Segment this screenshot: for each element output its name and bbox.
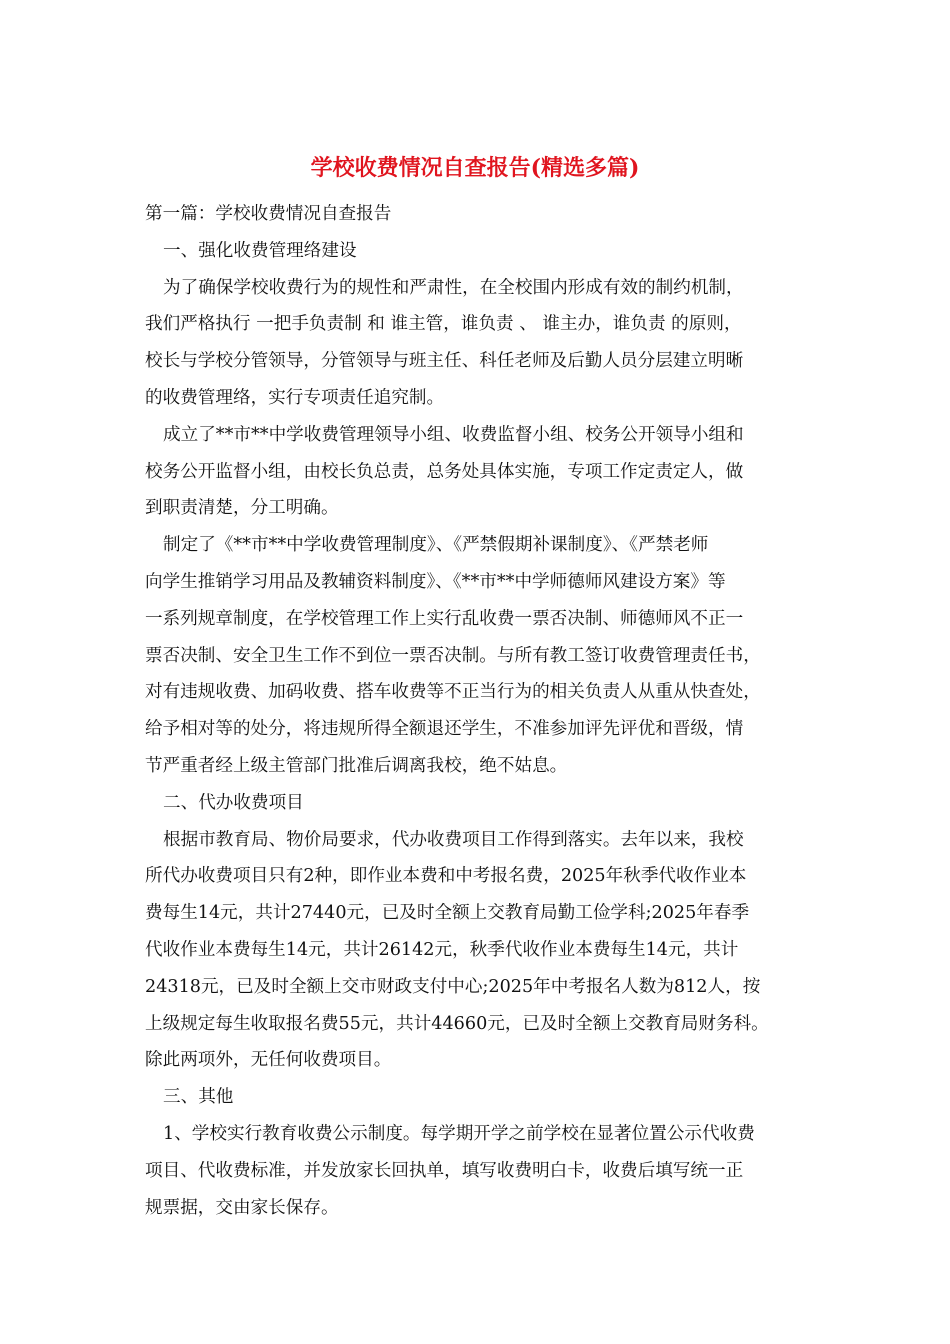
paragraph-line: 一、强化收费管理络建设 [163, 240, 357, 261]
paragraph-line: 向学生推销学习用品及教辅资料制度》、《**市**中学师德师风建设方案》等 [145, 571, 726, 592]
paragraph-line: 我们严格执行 一把手负责制 和 谁主管，谁负责 、 谁主办，谁负责 的原则， [145, 314, 742, 335]
paragraph-line: 所代办收费项目只有2种，即作业本费和中考报名费，2025年秋季代收作业本 [145, 866, 747, 887]
paragraph-line: 二、代办收费项目 [163, 792, 304, 813]
paragraph-line: 对有违规收费、加码收费、搭车收费等不正当行为的相关负责人从重从快查处， [145, 682, 761, 703]
paragraph-line: 第一篇：学校收费情况自查报告 [145, 204, 392, 224]
paragraph-line: 项目、代收费标准，并发放家长回执单，填写收费明白卡，收费后填写统一正 [145, 1160, 744, 1181]
paragraph-line: 成立了**市**中学收费管理领导小组、收费监督小组、校务公开领导小组和 [163, 424, 744, 445]
paragraph-line: 代收作业本费每生14元，共计26142元，秋季代收作业本费每生14元，共计 [145, 939, 739, 960]
paragraph-line: 一系列规章制度，在学校管理工作上实行乱收费一票否决制、师德师风不正一 [145, 608, 744, 629]
document-body [145, 196, 815, 1226]
paragraph-line: 三、其他 [163, 1087, 234, 1108]
paragraph-line: 1、学校实行教育收费公示制度。每学期开学之前学校在显著位置公示代收费 [163, 1123, 755, 1144]
paragraph-line: 为了确保学校收费行为的规性和严肃性，在全校围内形成有效的制约机制， [163, 277, 744, 298]
paragraph-line: 根据市教育局、物价局要求，代办收费项目工作得到落实。去年以来，我校 [163, 829, 744, 850]
paragraph-line: 24318元，已及时全额上交市财政支付中心;2025年中考报名人数为812人，按 [145, 976, 761, 997]
paragraph-line: 给予相对等的处分，将违规所得全额退还学生，不准参加评先评优和晋级，情 [145, 719, 744, 740]
paragraph-line: 到职责清楚，分工明确。 [145, 498, 339, 519]
paragraph-line: 校务公开监督小组，由校长负总责，总务处具体实施，专项工作定责定人，做 [145, 461, 744, 482]
paragraph-line: 上级规定每生收取报名费55元，共计44660元，已及时全额上交教育局财务科。 [145, 1013, 769, 1034]
paragraph-line: 费每生14元，共计27440元，已及时全额上交教育局勤工俭学科;2025年春季 [145, 903, 750, 924]
paragraph-line: 节严重者经上级主管部门批准后调离我校，绝不姑息。 [145, 755, 568, 776]
paragraph-line: 票否决制、安全卫生工作不到位一票否决制。与所有教工签订收费管理责任书， [145, 645, 761, 666]
paragraph-line: 校长与学校分管领导，分管领导与班主任、科任老师及后勤人员分层建立明晰 [145, 351, 744, 372]
document-title: 学校收费情况自查报告(精选多篇) [310, 155, 640, 181]
paragraph-line: 规票据，交由家长保存。 [145, 1197, 339, 1218]
paragraph-line: 制定了《**市**中学收费管理制度》、《严禁假期补课制度》、《严禁老师 [163, 535, 709, 556]
paragraph-line: 的收费管理络，实行专项责任追究制。 [145, 387, 445, 408]
paragraph-line: 除此两项外，无任何收费项目。 [145, 1050, 392, 1071]
